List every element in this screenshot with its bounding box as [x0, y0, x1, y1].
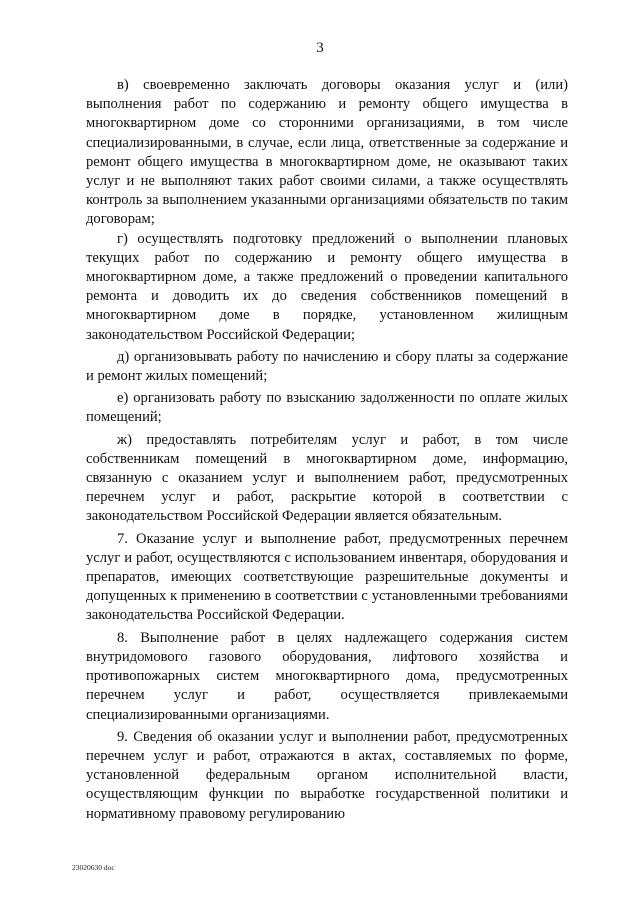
file-footer: 23020630 doc	[72, 863, 115, 872]
paragraph-7: 7. Оказание услуг и выполнение работ, предусмотренных перечнем услуг и работ, осуществляются с использованием инвентаря, оборудования и препаратов, имеющих соответствующие разрешительные документы и допущенных к применению в соответствии с установленными требованиями законодательства Российской Федерации.	[86, 530, 568, 624]
paragraph-zh: ж) предоставлять потребителям услуг и работ, в том числе собственникам помещений в многоквартирном доме, информацию, связанную с оказанием услуг и выполнением работ, предусмотренных перечнем услуг и работ, раскрытие которой в соответствии с законодательством Российской Федерации является обязательным.	[86, 431, 568, 525]
paragraph-g: г) осуществлять подготовку предложений о выполнении плановых текущих работ по содержанию и ремонту общего имущества в многоквартирном доме, а также предложений о проведении капитального ремонта и доводить их до сведения собственников помещений в многоквартирном доме в порядке, установленном жилищным законодательством Российской Федерации;	[86, 230, 568, 343]
paragraph-d: д) организовывать работу по начислению и сбору платы за содержание и ремонт жилых помещений;	[86, 348, 568, 385]
page-number: 3	[316, 40, 324, 56]
paragraph-e: е) организовать работу по взысканию задолженности по оплате жилых помещений;	[86, 390, 568, 426]
paragraph-9: 9. Сведения об оказании услуг и выполнении работ, предусмотренных перечнем услуг и работ, отражаются в актах, составляемых по форме, установленной федеральным органом исполнительной власти, осуществляющим функции по выработке государственной политики и нормативному правовому регулированию	[86, 728, 568, 822]
paragraph-v: в) своевременно заключать договоры оказания услуг и (или) выполнения работ по содержанию и ремонту общего имущества в многоквартирном доме со сторонними организациями, в том числе специализированными, в случае, если лица, ответственные за содержание и ремонт общего имущества в многоквартирном доме, не оказывают таких услуг и не выполняют таких работ своими силами, а также осуществлять контроль за выполнением указанными организациями обязательств по таким договорам;	[86, 77, 568, 228]
document-body	[86, 76, 568, 824]
paragraph-8: 8. Выполнение работ в целях надлежащего содержания систем внутридомового газового оборудования, лифтового хозяйства и противопожарных систем многоквартирного дома, предусмотренных перечнем услуг и работ, осуществляется привлекаемыми специализированными организациями.	[86, 629, 568, 723]
